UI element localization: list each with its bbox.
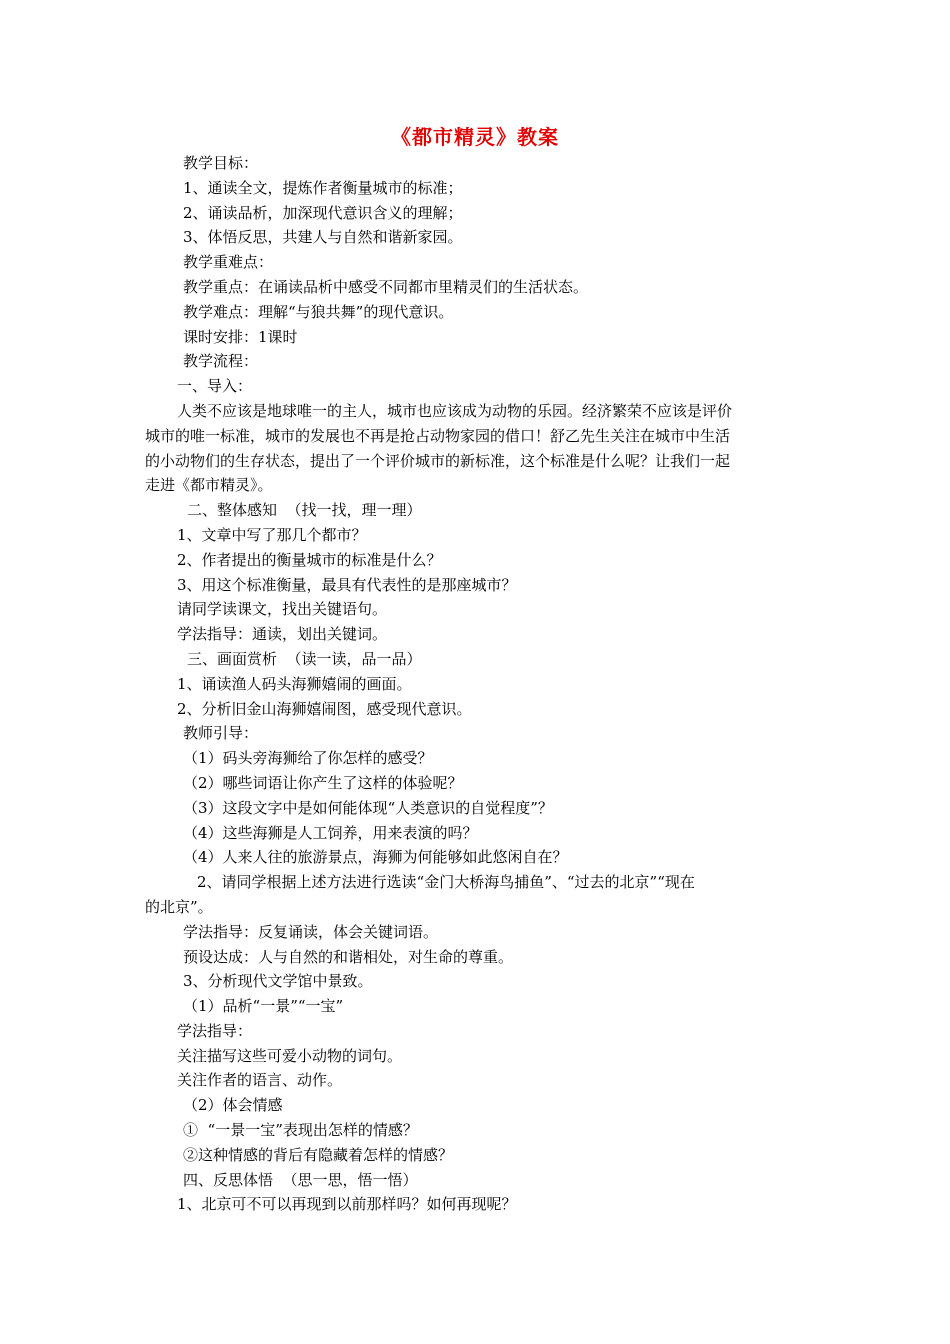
text-line: （4）这些海狮是人工饲养，用来表演的吗？ (183, 823, 478, 842)
text-line: （2）体会情感 (183, 1096, 283, 1115)
text-line: 2、分析旧金山海狮嬉闹图，感受现代意识。 (177, 699, 472, 718)
text-line: 2、请同学根据上述方法进行选读“金门大桥海鸟捕鱼”、“过去的北京”“现在 (197, 873, 695, 892)
text-line: 教学重难点： (183, 253, 274, 272)
text-line: 学法指导：通读，划出关键词。 (177, 625, 388, 644)
text-line: 人类不应该是地球唯一的主人，城市也应该成为动物的乐园。经济繁荣不应该是评价 (177, 401, 733, 420)
text-line: 教师引导： (183, 724, 259, 743)
text-line: （1）码头旁海狮给了你怎样的感受？ (183, 749, 433, 768)
text-line: 一、导入： (177, 377, 253, 396)
text-line: 1、北京可不可以再现到以前那样吗？如何再现呢？ (177, 1195, 517, 1214)
text-line: 请同学读课文，找出关键语句。 (177, 600, 388, 619)
text-line: 教学流程： (183, 352, 259, 371)
text-line: 走进《都市精灵》。 (145, 476, 273, 495)
text-line: 的北京”。 (145, 897, 213, 916)
text-line: 关注描写这些可爱小动物的词句。 (177, 1046, 403, 1065)
text-line: （1）品析“一景”“一宝” (183, 997, 344, 1016)
text-line: （4）人来人往的旅游景点，海狮为何能够如此悠闲自在？ (183, 848, 568, 867)
text-line: 城市的唯一标准，城市的发展也不再是抢占动物家园的借口！舒乙先生关注在城市中生活 (145, 426, 731, 445)
text-line: 三、画面赏析 （读一读，品一品） (187, 649, 422, 668)
text-line: 3、体悟反思，共建人与自然和谐新家园。 (183, 228, 463, 247)
text-line: 学法指导： (177, 1021, 253, 1040)
text-line: 学法指导：反复诵读，体会关键词语。 (183, 922, 439, 941)
text-line: ②这种情感的背后有隐藏着怎样的情感？ (183, 1145, 454, 1164)
text-line: 教学难点：理解“与狼共舞”的现代意识。 (183, 302, 454, 321)
text-line: 的小动物们的生存状态，提出了一个评价城市的新标准，这个标准是什么呢？让我们一起 (145, 451, 731, 470)
text-line: 预设达成：人与自然的和谐相处，对生命的尊重。 (183, 947, 514, 966)
text-line: 课时安排：1课时 (183, 327, 298, 346)
text-line: 1、通读全文，提炼作者衡量城市的标准； (183, 178, 463, 197)
text-line: 3、用这个标准衡量，最具有代表性的是那座城市？ (177, 575, 517, 594)
text-line: 二、整体感知 （找一找，理一理） (187, 501, 422, 520)
text-line: （2）哪些词语让你产生了这样的体验呢？ (183, 773, 463, 792)
text-line: 教学目标： (183, 154, 259, 172)
text-line: 2、作者提出的衡量城市的标准是什么？ (177, 550, 442, 569)
text-line: 关注作者的语言、动作。 (177, 1071, 343, 1090)
text-line: 2、诵读品析，加深现代意识含义的理解； (183, 203, 463, 222)
text-line: ① “一景一宝”表现出怎样的情感？ (183, 1121, 418, 1140)
document-title: 《都市精灵》教案 (391, 125, 559, 149)
text-line: 1、诵读渔人码头海狮嬉闹的画面。 (177, 674, 412, 693)
text-line: （3）这段文字中是如何能体现“人类意识的自觉程度”？ (183, 798, 553, 817)
document-body (145, 151, 805, 1217)
text-line: 3、分析现代文学馆中景致。 (183, 972, 373, 991)
text-line: 四、反思体悟 （思一思，悟一悟） (183, 1170, 418, 1189)
text-line: 教学重点：在诵读品析中感受不同都市里精灵们的生活状态。 (183, 277, 589, 296)
text-line: 1、文章中写了那几个都市？ (177, 525, 367, 544)
